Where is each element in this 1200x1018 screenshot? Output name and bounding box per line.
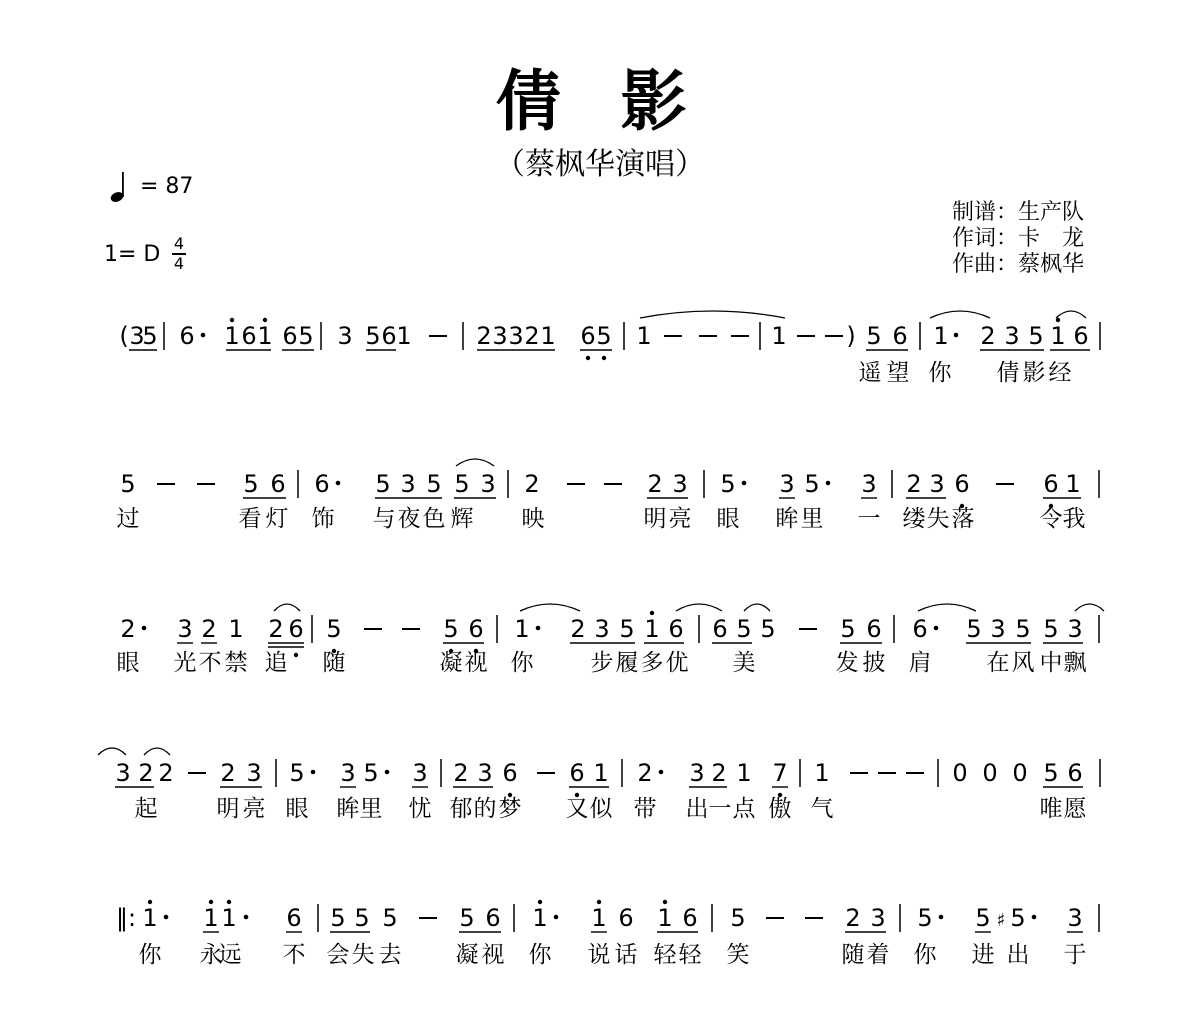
augmentation-dot: [164, 915, 169, 920]
note: 1: [257, 322, 273, 350]
high-octave-dot: [663, 900, 667, 904]
augmentation-dot: [554, 915, 559, 920]
note: 5: [975, 904, 991, 932]
lyric-syllable: 里: [359, 796, 383, 822]
note: 3: [672, 470, 688, 498]
augmentation-dot: [201, 333, 206, 338]
note: 1: [644, 615, 660, 643]
note: 2: [524, 322, 540, 350]
lyric-syllable: 飘: [1063, 650, 1087, 676]
note: 2: [268, 615, 284, 643]
tie-arc: [1075, 604, 1104, 611]
note: 1: [224, 322, 240, 350]
lyric-syllable: 郁: [449, 796, 473, 822]
lyric-syllable: 饰: [311, 506, 335, 532]
note: 1: [228, 615, 244, 643]
note: 5: [363, 759, 379, 787]
lyric-syllable: 话: [614, 942, 638, 968]
lyric-syllable: 中: [1039, 650, 1063, 676]
augmentation-dot: [142, 626, 147, 631]
note: 3: [594, 615, 610, 643]
sharp-sign: ♯: [996, 910, 1006, 931]
lyric-syllable: 美: [732, 650, 756, 676]
lyric-syllable: 凝: [439, 650, 463, 676]
note: 1: [514, 615, 530, 643]
note: 3: [477, 759, 493, 787]
note: 5: [866, 322, 882, 350]
lyric-syllable: 视: [464, 650, 488, 676]
tie-arc: [744, 604, 770, 611]
note: 1: [736, 759, 752, 787]
lyric-syllable: 缕: [902, 506, 926, 532]
note: 2: [453, 759, 469, 787]
lyric-syllable: 不: [282, 942, 306, 968]
note: 3: [861, 470, 877, 498]
tempo-value: = 87: [140, 174, 194, 199]
lyric-syllable: 不: [198, 650, 222, 676]
note: 1: [142, 904, 158, 932]
note: 6: [1067, 759, 1083, 787]
high-octave-dot: [597, 900, 601, 904]
note: 6: [286, 904, 302, 932]
tie-arc: [930, 311, 990, 318]
note: 0: [952, 759, 968, 787]
augmentation-dot: [939, 915, 944, 920]
lyric-syllable: 出: [1006, 942, 1030, 968]
note: 2: [158, 759, 174, 787]
credit-transcriber: 制谱：生产队: [952, 200, 1085, 225]
note: 5: [289, 759, 305, 787]
lyric-syllable: 眸: [775, 506, 799, 532]
lyric-syllable: 失: [351, 942, 375, 968]
song-title: 倩 影: [495, 63, 705, 140]
note: 1: [933, 322, 949, 350]
lyric-syllable: 明: [216, 796, 240, 822]
lyric-syllable: 的: [473, 796, 497, 822]
note: 1: [771, 322, 787, 350]
lyric-syllable: 优: [665, 650, 689, 676]
parenthesis: (: [119, 322, 129, 350]
note: 5: [375, 470, 391, 498]
lyric-syllable: 你: [528, 942, 552, 968]
lyric-syllable: 经: [1048, 360, 1072, 386]
lyric-syllable: 披: [862, 650, 886, 676]
tie-arc: [640, 311, 785, 318]
lyric-syllable: 望: [886, 360, 910, 386]
lyric-syllable: 眸: [336, 796, 360, 822]
tie-arc: [676, 604, 722, 611]
lyric-syllable: 看: [238, 506, 262, 532]
note: 5: [760, 615, 776, 643]
augmentation-dot: [1032, 915, 1037, 920]
note: 0: [1012, 759, 1028, 787]
note: 1: [593, 759, 609, 787]
note: 1: [396, 322, 412, 350]
note: 2: [476, 322, 492, 350]
note: 2: [570, 615, 586, 643]
high-octave-dot: [650, 611, 654, 615]
lyric-syllable: 又: [565, 796, 589, 822]
lyric-syllable: 里: [800, 506, 824, 532]
augmentation-dot: [934, 626, 939, 631]
note: 5: [1043, 615, 1059, 643]
note: 3: [870, 904, 886, 932]
lyric-syllable: 我: [1062, 506, 1086, 532]
tie-arc: [456, 459, 494, 466]
note: 6: [1043, 470, 1059, 498]
note: 5: [1015, 615, 1031, 643]
lyric-syllable: 你: [510, 650, 534, 676]
note: 5: [382, 904, 398, 932]
note: 3: [689, 759, 705, 787]
lyric-syllable: 风: [1011, 650, 1035, 676]
lyric-syllable: 在: [986, 650, 1010, 676]
lyric-syllable: 凝: [455, 942, 479, 968]
lyric-syllable: 随: [322, 650, 346, 676]
lyric-syllable: 你: [913, 942, 937, 968]
note: 5: [804, 470, 820, 498]
note: 5: [840, 615, 856, 643]
note: 6: [314, 470, 330, 498]
note: 6: [1073, 322, 1089, 350]
lyric-syllable: 落: [951, 506, 975, 532]
key-signature: 1= D: [104, 242, 161, 267]
lyric-syllable: 履: [615, 650, 639, 676]
note: 3: [990, 615, 1006, 643]
note: 3: [337, 322, 353, 350]
note: 3: [129, 322, 145, 350]
note: 3: [508, 322, 524, 350]
note: 3: [412, 759, 428, 787]
note: 3: [340, 759, 356, 787]
note: 1: [532, 904, 548, 932]
note: 2: [711, 759, 727, 787]
lyric-syllable: 色: [422, 506, 446, 532]
lyric-syllable: 出: [685, 796, 709, 822]
note: 6: [468, 615, 484, 643]
note: 6: [954, 470, 970, 498]
lyric-syllable: 与: [372, 506, 396, 532]
note: 6: [179, 322, 195, 350]
lyric-syllable: 失: [926, 506, 950, 532]
note: 6: [569, 759, 585, 787]
parenthesis: ): [846, 322, 856, 350]
augmentation-dot: [742, 481, 747, 486]
lyric-syllable: 说: [587, 942, 611, 968]
tie-arc: [144, 748, 170, 755]
note: 5: [917, 904, 933, 932]
note: 5: [326, 615, 342, 643]
lyric-syllable: 禁: [224, 650, 248, 676]
note: 5: [720, 470, 736, 498]
note: 5: [1043, 759, 1059, 787]
lyric-syllable: 过: [116, 506, 140, 532]
note: 2: [138, 759, 154, 787]
lyric-syllable: 一: [857, 506, 881, 532]
credit-composer: 作曲：蔡枫华: [952, 252, 1085, 277]
note: 2: [647, 470, 663, 498]
lyric-syllable: 随: [841, 942, 865, 968]
lyric-syllable: 起: [134, 796, 158, 822]
note: 1: [1065, 470, 1081, 498]
lyric-syllable: 多: [640, 650, 664, 676]
note: 2: [637, 759, 653, 787]
augmentation-dot: [954, 333, 959, 338]
lyric-syllable: 梦: [498, 796, 522, 822]
lyric-syllable: 轻: [678, 942, 702, 968]
lyric-syllable: 你: [138, 942, 162, 968]
note: 7: [772, 759, 788, 787]
lyric-syllable: 令: [1039, 506, 1063, 532]
tie-arc: [918, 604, 976, 611]
note: 6: [682, 904, 698, 932]
note: 5: [426, 470, 442, 498]
note: 3: [246, 759, 262, 787]
note: 3: [480, 470, 496, 498]
time-signature-bottom: 4: [173, 253, 185, 273]
note: 2: [524, 470, 540, 498]
lyrics-line: [0, 505, 1200, 535]
high-octave-dot: [538, 900, 542, 904]
note: 2: [120, 615, 136, 643]
note: ‖:: [115, 904, 137, 932]
note: 1: [540, 322, 556, 350]
note: 3: [929, 470, 945, 498]
lyric-syllable: 辉: [450, 506, 474, 532]
note: 5: [354, 904, 370, 932]
lyric-syllable: 笑: [726, 942, 750, 968]
note: 5: [596, 322, 612, 350]
note: 3: [1067, 904, 1083, 932]
lyric-syllable: 影: [1022, 360, 1046, 386]
high-octave-dot: [263, 318, 267, 322]
lyric-syllable: 眼: [285, 796, 309, 822]
note: 1: [1050, 322, 1066, 350]
tie-arc: [274, 604, 300, 611]
note: 5: [730, 904, 746, 932]
lyric-syllable: 点: [732, 796, 756, 822]
note: 6: [270, 470, 286, 498]
lyric-syllable: 追: [264, 650, 288, 676]
note: 5: [966, 615, 982, 643]
lyric-syllable: 带: [633, 796, 657, 822]
note: 1: [203, 904, 219, 932]
credit-lyricist: 作词：卡 龙: [952, 226, 1085, 251]
note: 0: [982, 759, 998, 787]
note: 1: [814, 759, 830, 787]
lyrics-line: [0, 359, 1200, 389]
tie-arc: [98, 748, 126, 755]
note: 6: [580, 322, 596, 350]
note: 3: [177, 615, 193, 643]
note: 5: [443, 615, 459, 643]
lyric-syllable: 一: [708, 796, 732, 822]
lyric-syllable: 眼: [116, 650, 140, 676]
song-subtitle: （蔡枫华演唱）: [495, 147, 705, 182]
note: 2: [906, 470, 922, 498]
note: 6: [485, 904, 501, 932]
lyric-syllable: 轻: [653, 942, 677, 968]
note: 5: [454, 470, 470, 498]
note: 3: [1067, 615, 1083, 643]
augmentation-dot: [244, 915, 249, 920]
note: 3: [492, 322, 508, 350]
tie-arc: [1056, 311, 1086, 318]
note: 2: [980, 322, 996, 350]
augmentation-dot: [826, 481, 831, 486]
augmentation-dot: [536, 626, 541, 631]
augmentation-dot: [385, 770, 390, 775]
lyric-syllable: 似: [589, 796, 613, 822]
note: 5: [365, 322, 381, 350]
note: 6: [502, 759, 518, 787]
lyric-syllable: 唯: [1039, 796, 1063, 822]
note: 6: [282, 322, 298, 350]
lyric-syllable: 眼: [716, 506, 740, 532]
augmentation-dot: [336, 481, 341, 486]
note: 6: [712, 615, 728, 643]
lyric-syllable: 视: [481, 942, 505, 968]
note: 6: [668, 615, 684, 643]
note: 6: [866, 615, 882, 643]
note: 3: [779, 470, 795, 498]
note: 2: [845, 904, 861, 932]
note: 1: [657, 904, 673, 932]
time-signature-top: 4: [173, 234, 185, 253]
note: 2: [201, 615, 217, 643]
lyrics-line: [0, 649, 1200, 679]
note: 5: [1010, 904, 1026, 932]
lyric-syllable: 肩: [908, 650, 932, 676]
note: 6: [241, 322, 257, 350]
lyric-syllable: 映: [521, 506, 545, 532]
note: 5: [142, 322, 158, 350]
lyric-syllable: 遥: [858, 360, 882, 386]
lyric-syllable: 发: [835, 650, 859, 676]
note: 6: [618, 904, 634, 932]
note: 5: [330, 904, 346, 932]
lyric-syllable: 亮: [242, 796, 266, 822]
lyric-syllable: 进: [971, 942, 995, 968]
note: 5: [120, 470, 136, 498]
note: 1: [221, 904, 237, 932]
lyric-syllable: 着: [866, 942, 890, 968]
lyric-syllable: 明: [643, 506, 667, 532]
lyric-syllable: 傲: [768, 796, 792, 822]
tie-arc: [520, 604, 580, 611]
lyric-syllable: 倩: [996, 360, 1020, 386]
note: 6: [381, 322, 397, 350]
lyric-syllable: 会: [326, 942, 350, 968]
note: 5: [619, 615, 635, 643]
augmentation-dot: [311, 770, 316, 775]
high-octave-dot: [1056, 318, 1060, 322]
note: 2: [220, 759, 236, 787]
high-octave-dot: [148, 900, 152, 904]
note: 5: [459, 904, 475, 932]
high-octave-dot: [230, 318, 234, 322]
note: 3: [400, 470, 416, 498]
note: 5: [736, 615, 752, 643]
lyric-syllable: 你: [928, 360, 952, 386]
lyric-syllable: 步: [590, 650, 614, 676]
note: 1: [591, 904, 607, 932]
lyric-syllable: 于: [1063, 942, 1087, 968]
note: 6: [912, 615, 928, 643]
lyrics-line: [0, 795, 1200, 825]
note: 1: [636, 322, 652, 350]
lyric-syllable: 亮: [668, 506, 692, 532]
lyric-syllable: 忧: [408, 796, 432, 822]
augmentation-dot: [659, 770, 664, 775]
high-octave-dot: [227, 900, 231, 904]
lyrics-line: [0, 941, 1200, 971]
note: 3: [1004, 322, 1020, 350]
note: 3: [115, 759, 131, 787]
note: 5: [1028, 322, 1044, 350]
lyric-syllable: 灯: [265, 506, 289, 532]
lyric-syllable: 远: [218, 942, 242, 968]
lyric-syllable: 气: [810, 796, 834, 822]
lyric-syllable: 愿: [1063, 796, 1087, 822]
lyric-syllable: 光: [173, 650, 197, 676]
lyric-syllable: 夜: [397, 506, 421, 532]
lyric-syllable: 永: [199, 942, 223, 968]
high-octave-dot: [209, 900, 213, 904]
note: 5: [243, 470, 259, 498]
note: 6: [288, 615, 304, 643]
lyric-syllable: 去: [378, 942, 402, 968]
note: 5: [298, 322, 314, 350]
note: 6: [892, 322, 908, 350]
